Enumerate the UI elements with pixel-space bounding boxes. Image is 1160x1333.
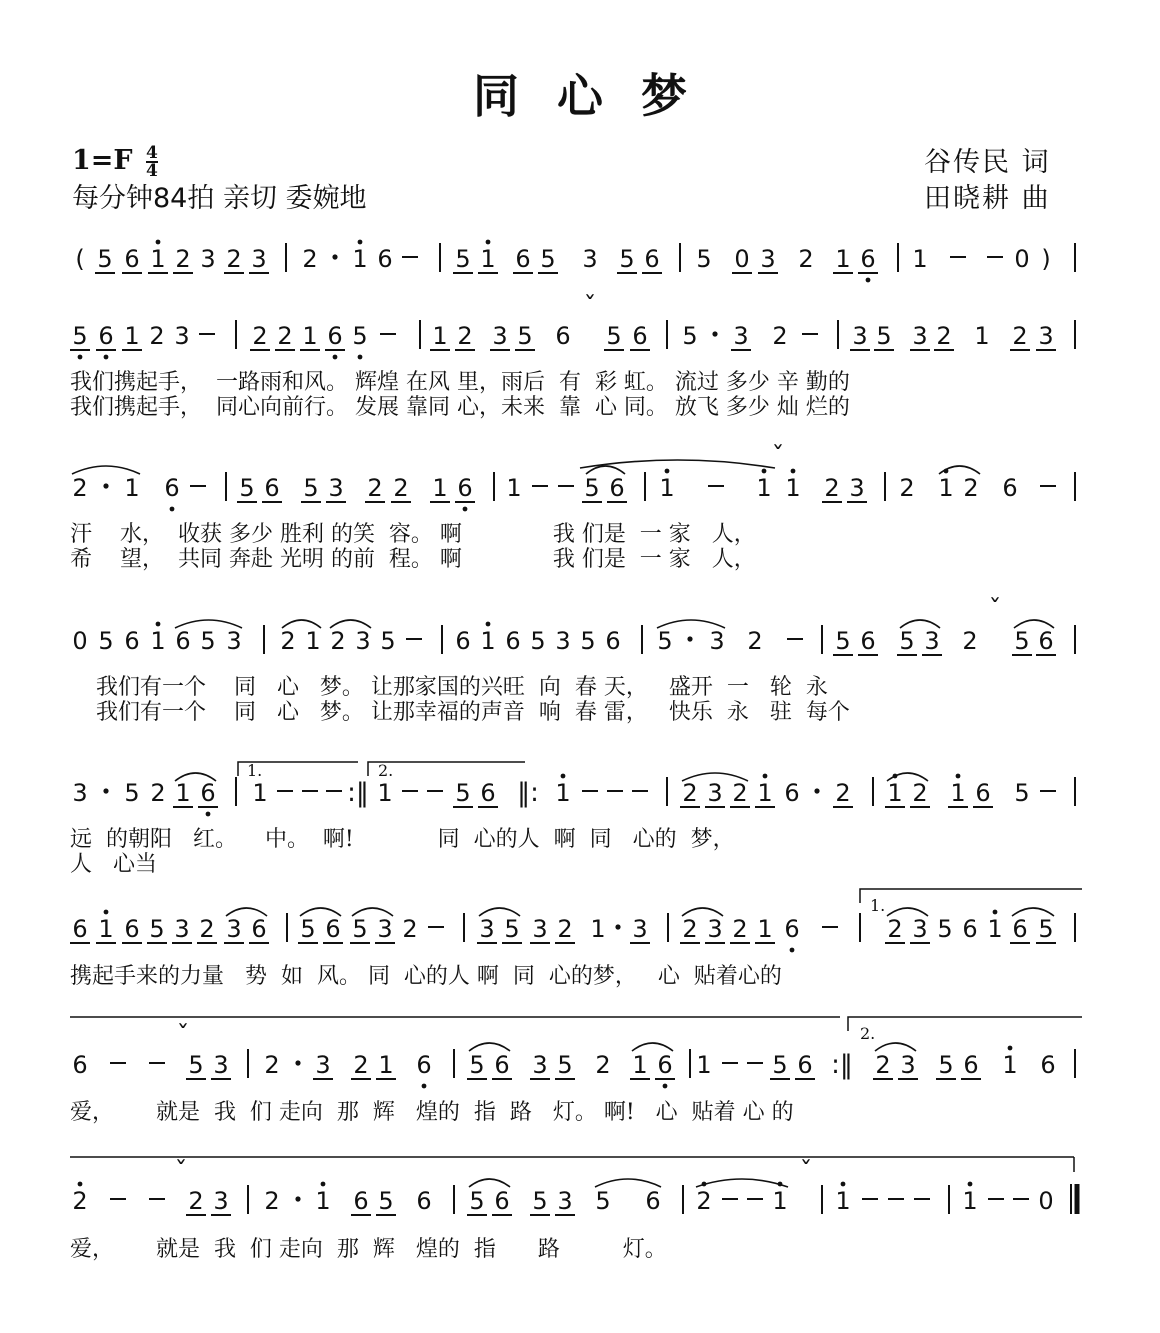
slur bbox=[586, 466, 625, 474]
lyric-line: 我们有一个 同 心 梦。 让那家国的兴旺 向 春 天， 盛开 一 轮 永 bbox=[96, 675, 828, 700]
octave-dot-above bbox=[561, 774, 566, 779]
note-number: 3 bbox=[328, 474, 344, 502]
note-number: 5 bbox=[899, 627, 915, 655]
octave-dot-above bbox=[321, 1182, 326, 1187]
note-number: 1 bbox=[757, 915, 773, 943]
breath-mark: ˇ bbox=[174, 1157, 188, 1187]
note-number: 6 bbox=[505, 627, 521, 655]
note-number: 6 bbox=[353, 1187, 369, 1215]
repeat-sign: :‖ bbox=[831, 1050, 853, 1080]
note-number: 3 bbox=[733, 322, 749, 350]
note-number: 5 bbox=[557, 1051, 573, 1079]
slur bbox=[72, 466, 140, 474]
octave-dot-above bbox=[762, 469, 767, 474]
note-number: 6 bbox=[164, 474, 180, 502]
slur bbox=[696, 1179, 788, 1187]
note-number: 3 bbox=[174, 322, 190, 350]
note-number: 1 bbox=[124, 322, 140, 350]
bracket: ( bbox=[75, 245, 85, 273]
note-number: 2 bbox=[595, 1051, 611, 1079]
breath-mark: ˇ bbox=[799, 1157, 813, 1187]
note-number: 2 bbox=[682, 915, 698, 943]
note-number: 5 bbox=[380, 627, 396, 655]
dot-extension bbox=[295, 1060, 300, 1065]
breath-mark: ˇ bbox=[771, 442, 785, 472]
octave-dot-above bbox=[968, 1182, 973, 1187]
note-number: 2 bbox=[962, 627, 978, 655]
note-number: 1 bbox=[887, 779, 903, 807]
note-number: 1 bbox=[432, 322, 448, 350]
octave-dot-above bbox=[1008, 1046, 1013, 1051]
note-number: 1 bbox=[756, 474, 772, 502]
note-number: 1 bbox=[974, 322, 990, 350]
note-number: 1 bbox=[757, 779, 773, 807]
breath-mark: ˇ bbox=[176, 1021, 190, 1051]
note-number: 2 bbox=[732, 779, 748, 807]
note-number: 1 bbox=[150, 245, 166, 273]
note-number: 6 bbox=[124, 627, 140, 655]
note-number: 6 bbox=[455, 627, 471, 655]
song-title: 同心梦 bbox=[473, 69, 725, 123]
note-number: 5 bbox=[938, 1051, 954, 1079]
note-number: 6 bbox=[515, 245, 531, 273]
note-number: 5 bbox=[469, 1187, 485, 1215]
note-number: 1 bbox=[938, 474, 954, 502]
octave-dot-above bbox=[486, 240, 491, 245]
dot-extension bbox=[295, 1196, 300, 1201]
lyric-line: 我们有一个 同 心 梦。 让那幸福的声音 响 春 雷， 快乐 永 驻 每个 bbox=[96, 700, 850, 725]
note-number: 6 bbox=[457, 474, 473, 502]
note-number: 5 bbox=[606, 322, 622, 350]
note-number: 1 bbox=[962, 1187, 978, 1215]
octave-dot-above bbox=[841, 1182, 846, 1187]
note-number: 1 bbox=[912, 245, 928, 273]
note-number: 3 bbox=[760, 245, 776, 273]
breath-mark: ˇ bbox=[583, 292, 597, 322]
note-number: 5 bbox=[72, 322, 88, 350]
octave-dot-below bbox=[866, 278, 871, 283]
octave-dot-above bbox=[104, 910, 109, 915]
note-number: 6 bbox=[605, 627, 621, 655]
octave-dot-below bbox=[358, 355, 363, 360]
note-number: 6 bbox=[175, 627, 191, 655]
note-number: 1 bbox=[659, 474, 675, 502]
note-number: 5 bbox=[696, 245, 712, 273]
note-number: 5 bbox=[188, 1051, 204, 1079]
note-number: 1 bbox=[175, 779, 191, 807]
note-number: 6 bbox=[98, 322, 114, 350]
note-number: 2 bbox=[682, 779, 698, 807]
note-number: 5 bbox=[455, 779, 471, 807]
note-number: 2 bbox=[696, 1187, 712, 1215]
note-number: 3 bbox=[555, 627, 571, 655]
note-number: 3 bbox=[707, 779, 723, 807]
note-number: 6 bbox=[416, 1051, 432, 1079]
slur bbox=[595, 1179, 661, 1187]
note-number: 2 bbox=[747, 627, 763, 655]
note-number: 1 bbox=[305, 627, 321, 655]
volta-bracket bbox=[848, 1017, 1082, 1031]
lyric-line: 我们携起手， 一路雨和风。 辉煌 在风 里，雨后 有 彩 虹。 流过 多少 辛 勤的 bbox=[70, 370, 850, 395]
note-number: 6 bbox=[1040, 1051, 1056, 1079]
note-number: 5 bbox=[619, 245, 635, 273]
note-number: 2 bbox=[72, 474, 88, 502]
note-number: 6 bbox=[200, 779, 216, 807]
note-number: 6 bbox=[124, 245, 140, 273]
note-number: 5 bbox=[1038, 915, 1054, 943]
tempo-marking: 每分钟84拍 亲切 委婉地 bbox=[72, 183, 367, 214]
lyric-line: 希 望， 共同 奔赴 光明 的前 程。 啊 我 们是 一 家 人， bbox=[70, 547, 756, 572]
note-number: 2 bbox=[226, 245, 242, 273]
note-number: 6 bbox=[860, 627, 876, 655]
note-number: 1 bbox=[590, 915, 606, 943]
bracket: ) bbox=[1041, 245, 1051, 273]
note-number: 5 bbox=[517, 322, 533, 350]
note-number: 5 bbox=[532, 1187, 548, 1215]
note-number: 1 bbox=[835, 1187, 851, 1215]
note-number: 6 bbox=[377, 245, 393, 273]
note-number: 5 bbox=[772, 1051, 788, 1079]
note-number: 5 bbox=[239, 474, 255, 502]
note-number: 5 bbox=[98, 627, 114, 655]
dot-extension bbox=[712, 331, 717, 336]
note-number: 1 bbox=[432, 474, 448, 502]
note-number: 2 bbox=[264, 1187, 280, 1215]
dot-extension bbox=[103, 483, 108, 488]
note-number: 3 bbox=[709, 627, 725, 655]
dot-extension bbox=[332, 254, 337, 259]
note-number: 5 bbox=[530, 627, 546, 655]
note-number: 1 bbox=[377, 779, 393, 807]
note-number: 2 bbox=[963, 474, 979, 502]
volta-label: 2. bbox=[378, 761, 394, 780]
note-number: 2 bbox=[280, 627, 296, 655]
note-number: 1 bbox=[835, 245, 851, 273]
note-number: 2 bbox=[188, 1187, 204, 1215]
slur bbox=[632, 1043, 673, 1051]
lyric-line: 远 的朝阳 红。 中。 啊! 同 心的人 啊 同 心的 梦， bbox=[70, 827, 735, 852]
note-number: 2 bbox=[402, 915, 418, 943]
note-number: 3 bbox=[226, 915, 242, 943]
time-unit: 4 bbox=[146, 160, 158, 181]
note-number: 1 bbox=[696, 1051, 712, 1079]
note-number: 2 bbox=[252, 322, 268, 350]
note-number: 6 bbox=[860, 245, 876, 273]
note-number: 1 bbox=[252, 779, 268, 807]
note-number: 2 bbox=[798, 245, 814, 273]
note-number: 2 bbox=[302, 245, 318, 273]
note-number: 6 bbox=[784, 915, 800, 943]
octave-dot-above bbox=[791, 469, 796, 474]
note-number: 2 bbox=[175, 245, 191, 273]
note-number: 5 bbox=[504, 915, 520, 943]
note-number: 6 bbox=[645, 1187, 661, 1215]
note-number: 3 bbox=[1038, 322, 1054, 350]
dot-extension bbox=[814, 788, 819, 793]
note-number: 5 bbox=[200, 627, 216, 655]
note-number: 2 bbox=[150, 779, 166, 807]
note-number: 3 bbox=[200, 245, 216, 273]
note-number: 2 bbox=[772, 322, 788, 350]
note-number: 5 bbox=[657, 627, 673, 655]
note-number: 6 bbox=[327, 322, 343, 350]
note-number: 6 bbox=[1002, 474, 1018, 502]
note-number: 1 bbox=[124, 474, 140, 502]
note-number: 6 bbox=[975, 779, 991, 807]
note-number: 5 bbox=[595, 1187, 611, 1215]
note-number: 3 bbox=[852, 322, 868, 350]
note-number: 2 bbox=[277, 322, 293, 350]
note-number: 6 bbox=[1038, 627, 1054, 655]
note-number: 6 bbox=[494, 1051, 510, 1079]
slur bbox=[469, 1043, 510, 1051]
slur bbox=[469, 1179, 510, 1187]
note-number: 6 bbox=[124, 915, 140, 943]
note-number: 2 bbox=[936, 322, 952, 350]
octave-dot-below bbox=[463, 507, 468, 512]
note-number: 5 bbox=[682, 322, 698, 350]
octave-dot-above bbox=[358, 240, 363, 245]
note-number: 6 bbox=[644, 245, 660, 273]
octave-dot-above bbox=[156, 240, 161, 245]
note-number: 6 bbox=[963, 1051, 979, 1079]
note-number: 6 bbox=[416, 1187, 432, 1215]
octave-dot-below bbox=[104, 355, 109, 360]
octave-dot-above bbox=[665, 469, 670, 474]
time-beats: 4 bbox=[146, 142, 158, 163]
note-number: 1 bbox=[480, 245, 496, 273]
note-number: 6 bbox=[657, 1051, 673, 1079]
note-number: 3 bbox=[72, 779, 88, 807]
octave-dot-above bbox=[993, 910, 998, 915]
note-number: 6 bbox=[962, 915, 978, 943]
note-number: 2 bbox=[875, 1051, 891, 1079]
note-number: 5 bbox=[469, 1051, 485, 1079]
note-number: 1 bbox=[987, 915, 1003, 943]
note-number: 5 bbox=[540, 245, 556, 273]
note-number: 5 bbox=[124, 779, 140, 807]
note-number: 6 bbox=[264, 474, 280, 502]
note-number: 3 bbox=[532, 1051, 548, 1079]
note-number: 3 bbox=[479, 915, 495, 943]
note-number: 1 bbox=[555, 779, 571, 807]
note-number: 5 bbox=[378, 1187, 394, 1215]
note-number: 2 bbox=[264, 1051, 280, 1079]
note-number: 2 bbox=[835, 779, 851, 807]
lyric-line: 我们携起手， 同心向前行。 发展 靠同 心，未来 靠 心 同。 放飞 多少 灿 烂的 bbox=[70, 395, 850, 420]
volta-label: 2. bbox=[860, 1024, 876, 1043]
lyric-line: 爱， 就是 我 们 走向 那 辉 煌的 指 路 灯。 bbox=[70, 1237, 667, 1262]
note-number: 6 bbox=[251, 915, 267, 943]
volta-label: 1. bbox=[247, 761, 263, 780]
note-number: 3 bbox=[532, 915, 548, 943]
note-number: 5 bbox=[584, 474, 600, 502]
note-number: 5 bbox=[149, 915, 165, 943]
note-number: 6 bbox=[784, 779, 800, 807]
volta-bracket bbox=[860, 889, 1082, 903]
octave-dot-below bbox=[422, 1084, 427, 1089]
note-number: 5 bbox=[300, 915, 316, 943]
dot-extension bbox=[615, 924, 620, 929]
note-number: 1 bbox=[378, 1051, 394, 1079]
note-number: 5 bbox=[455, 245, 471, 273]
note-number: 2 bbox=[732, 915, 748, 943]
note-number: 2 bbox=[824, 474, 840, 502]
note-number: 1 bbox=[302, 322, 318, 350]
note-number: 5 bbox=[876, 322, 892, 350]
note-number: 2 bbox=[353, 1051, 369, 1079]
note-number: 2 bbox=[887, 915, 903, 943]
note-number: 3 bbox=[900, 1051, 916, 1079]
octave-dot-below bbox=[663, 1084, 668, 1089]
note-number: 1 bbox=[950, 779, 966, 807]
note-number: 1 bbox=[506, 474, 522, 502]
key-text: 1=F bbox=[72, 145, 133, 176]
volta-label: 1. bbox=[870, 896, 886, 915]
note-number: 3 bbox=[226, 627, 242, 655]
note-number: 5 bbox=[580, 627, 596, 655]
note-number: 2 bbox=[1012, 322, 1028, 350]
note-number: 3 bbox=[582, 245, 598, 273]
dot-extension bbox=[103, 788, 108, 793]
note-number: 3 bbox=[174, 915, 190, 943]
note-number: 6 bbox=[325, 915, 341, 943]
repeat-sign: ‖: bbox=[517, 778, 539, 808]
note-number: 5 bbox=[937, 915, 953, 943]
note-number: 6 bbox=[797, 1051, 813, 1079]
note-number: 3 bbox=[632, 915, 648, 943]
note-number: 5 bbox=[352, 915, 368, 943]
note-number: 2 bbox=[330, 627, 346, 655]
note-number: 3 bbox=[213, 1187, 229, 1215]
note-number: 2 bbox=[199, 915, 215, 943]
note-number: 3 bbox=[251, 245, 267, 273]
octave-dot-below bbox=[170, 507, 175, 512]
note-number: 3 bbox=[912, 915, 928, 943]
note-number: 3 bbox=[924, 627, 940, 655]
repeat-sign: :‖ bbox=[347, 778, 369, 808]
lyric-line: 携起手来的力量 势 如 风。 同 心的人 啊 同 心的梦， 心 贴着心的 bbox=[70, 964, 782, 989]
note-number: 2 bbox=[367, 474, 383, 502]
note-number: 6 bbox=[494, 1187, 510, 1215]
lyricist-credit: 谷传民 词 bbox=[924, 147, 1051, 178]
note-number: 2 bbox=[457, 322, 473, 350]
note-number: 6 bbox=[72, 915, 88, 943]
note-number: 2 bbox=[899, 474, 915, 502]
note-number: 3 bbox=[492, 322, 508, 350]
note-number: 2 bbox=[557, 915, 573, 943]
note-number: 6 bbox=[555, 322, 571, 350]
note-number: 1 bbox=[785, 474, 801, 502]
note-number: 1 bbox=[150, 627, 166, 655]
note-number: 5 bbox=[97, 245, 113, 273]
octave-dot-below bbox=[206, 812, 211, 817]
note-number: 5 bbox=[352, 322, 368, 350]
note-number: 3 bbox=[849, 474, 865, 502]
octave-dot-above bbox=[763, 774, 768, 779]
note-number: 1 bbox=[480, 627, 496, 655]
note-number: 3 bbox=[213, 1051, 229, 1079]
note-number: 5 bbox=[835, 627, 851, 655]
note-number: 3 bbox=[355, 627, 371, 655]
octave-dot-below bbox=[333, 355, 338, 360]
note-number: 6 bbox=[632, 322, 648, 350]
note-number: 1 bbox=[98, 915, 114, 943]
note-number: 1 bbox=[1002, 1051, 1018, 1079]
note-number: 5 bbox=[303, 474, 319, 502]
octave-dot-below bbox=[78, 355, 83, 360]
note-number: 6 bbox=[480, 779, 496, 807]
note-number: 0 bbox=[72, 627, 88, 655]
note-number: 5 bbox=[1014, 779, 1030, 807]
slur bbox=[875, 1043, 916, 1051]
note-number: 1 bbox=[632, 1051, 648, 1079]
note-number: 5 bbox=[1014, 627, 1030, 655]
note-number: 0 bbox=[1014, 245, 1030, 273]
note-number: 6 bbox=[72, 1051, 88, 1079]
lyric-line: 汗 水， 收获 多少 胜利 的笑 容。 啊 我 们是 一 家 人， bbox=[70, 522, 756, 547]
lyric-line: 爱， 就是 我 们 走向 那 辉 煌的 指 路 灯。 啊! 心 贴着 心 的 bbox=[70, 1100, 794, 1125]
composer-credit: 田晓耕 曲 bbox=[924, 183, 1051, 214]
octave-dot-above bbox=[486, 622, 491, 627]
note-number: 3 bbox=[707, 915, 723, 943]
note-number: 2 bbox=[149, 322, 165, 350]
octave-dot-above bbox=[156, 622, 161, 627]
breath-mark: ˇ bbox=[988, 595, 1002, 625]
note-number: 1 bbox=[315, 1187, 331, 1215]
note-number: 6 bbox=[609, 474, 625, 502]
octave-dot-above bbox=[956, 774, 961, 779]
note-number: 0 bbox=[734, 245, 750, 273]
note-number: 3 bbox=[912, 322, 928, 350]
note-number: 2 bbox=[912, 779, 928, 807]
note-number: 1 bbox=[352, 245, 368, 273]
dot-extension bbox=[687, 636, 692, 641]
lyric-line: 人 心当 bbox=[70, 852, 157, 877]
note-number: 2 bbox=[72, 1187, 88, 1215]
note-number: 3 bbox=[315, 1051, 331, 1079]
note-number: 2 bbox=[393, 474, 409, 502]
note-number: 1 bbox=[772, 1187, 788, 1215]
note-number: 3 bbox=[377, 915, 393, 943]
octave-dot-above bbox=[78, 1182, 83, 1187]
octave-dot-below bbox=[790, 948, 795, 953]
note-number: 3 bbox=[557, 1187, 573, 1215]
note-number: 0 bbox=[1038, 1187, 1054, 1215]
note-number: 6 bbox=[1012, 915, 1028, 943]
